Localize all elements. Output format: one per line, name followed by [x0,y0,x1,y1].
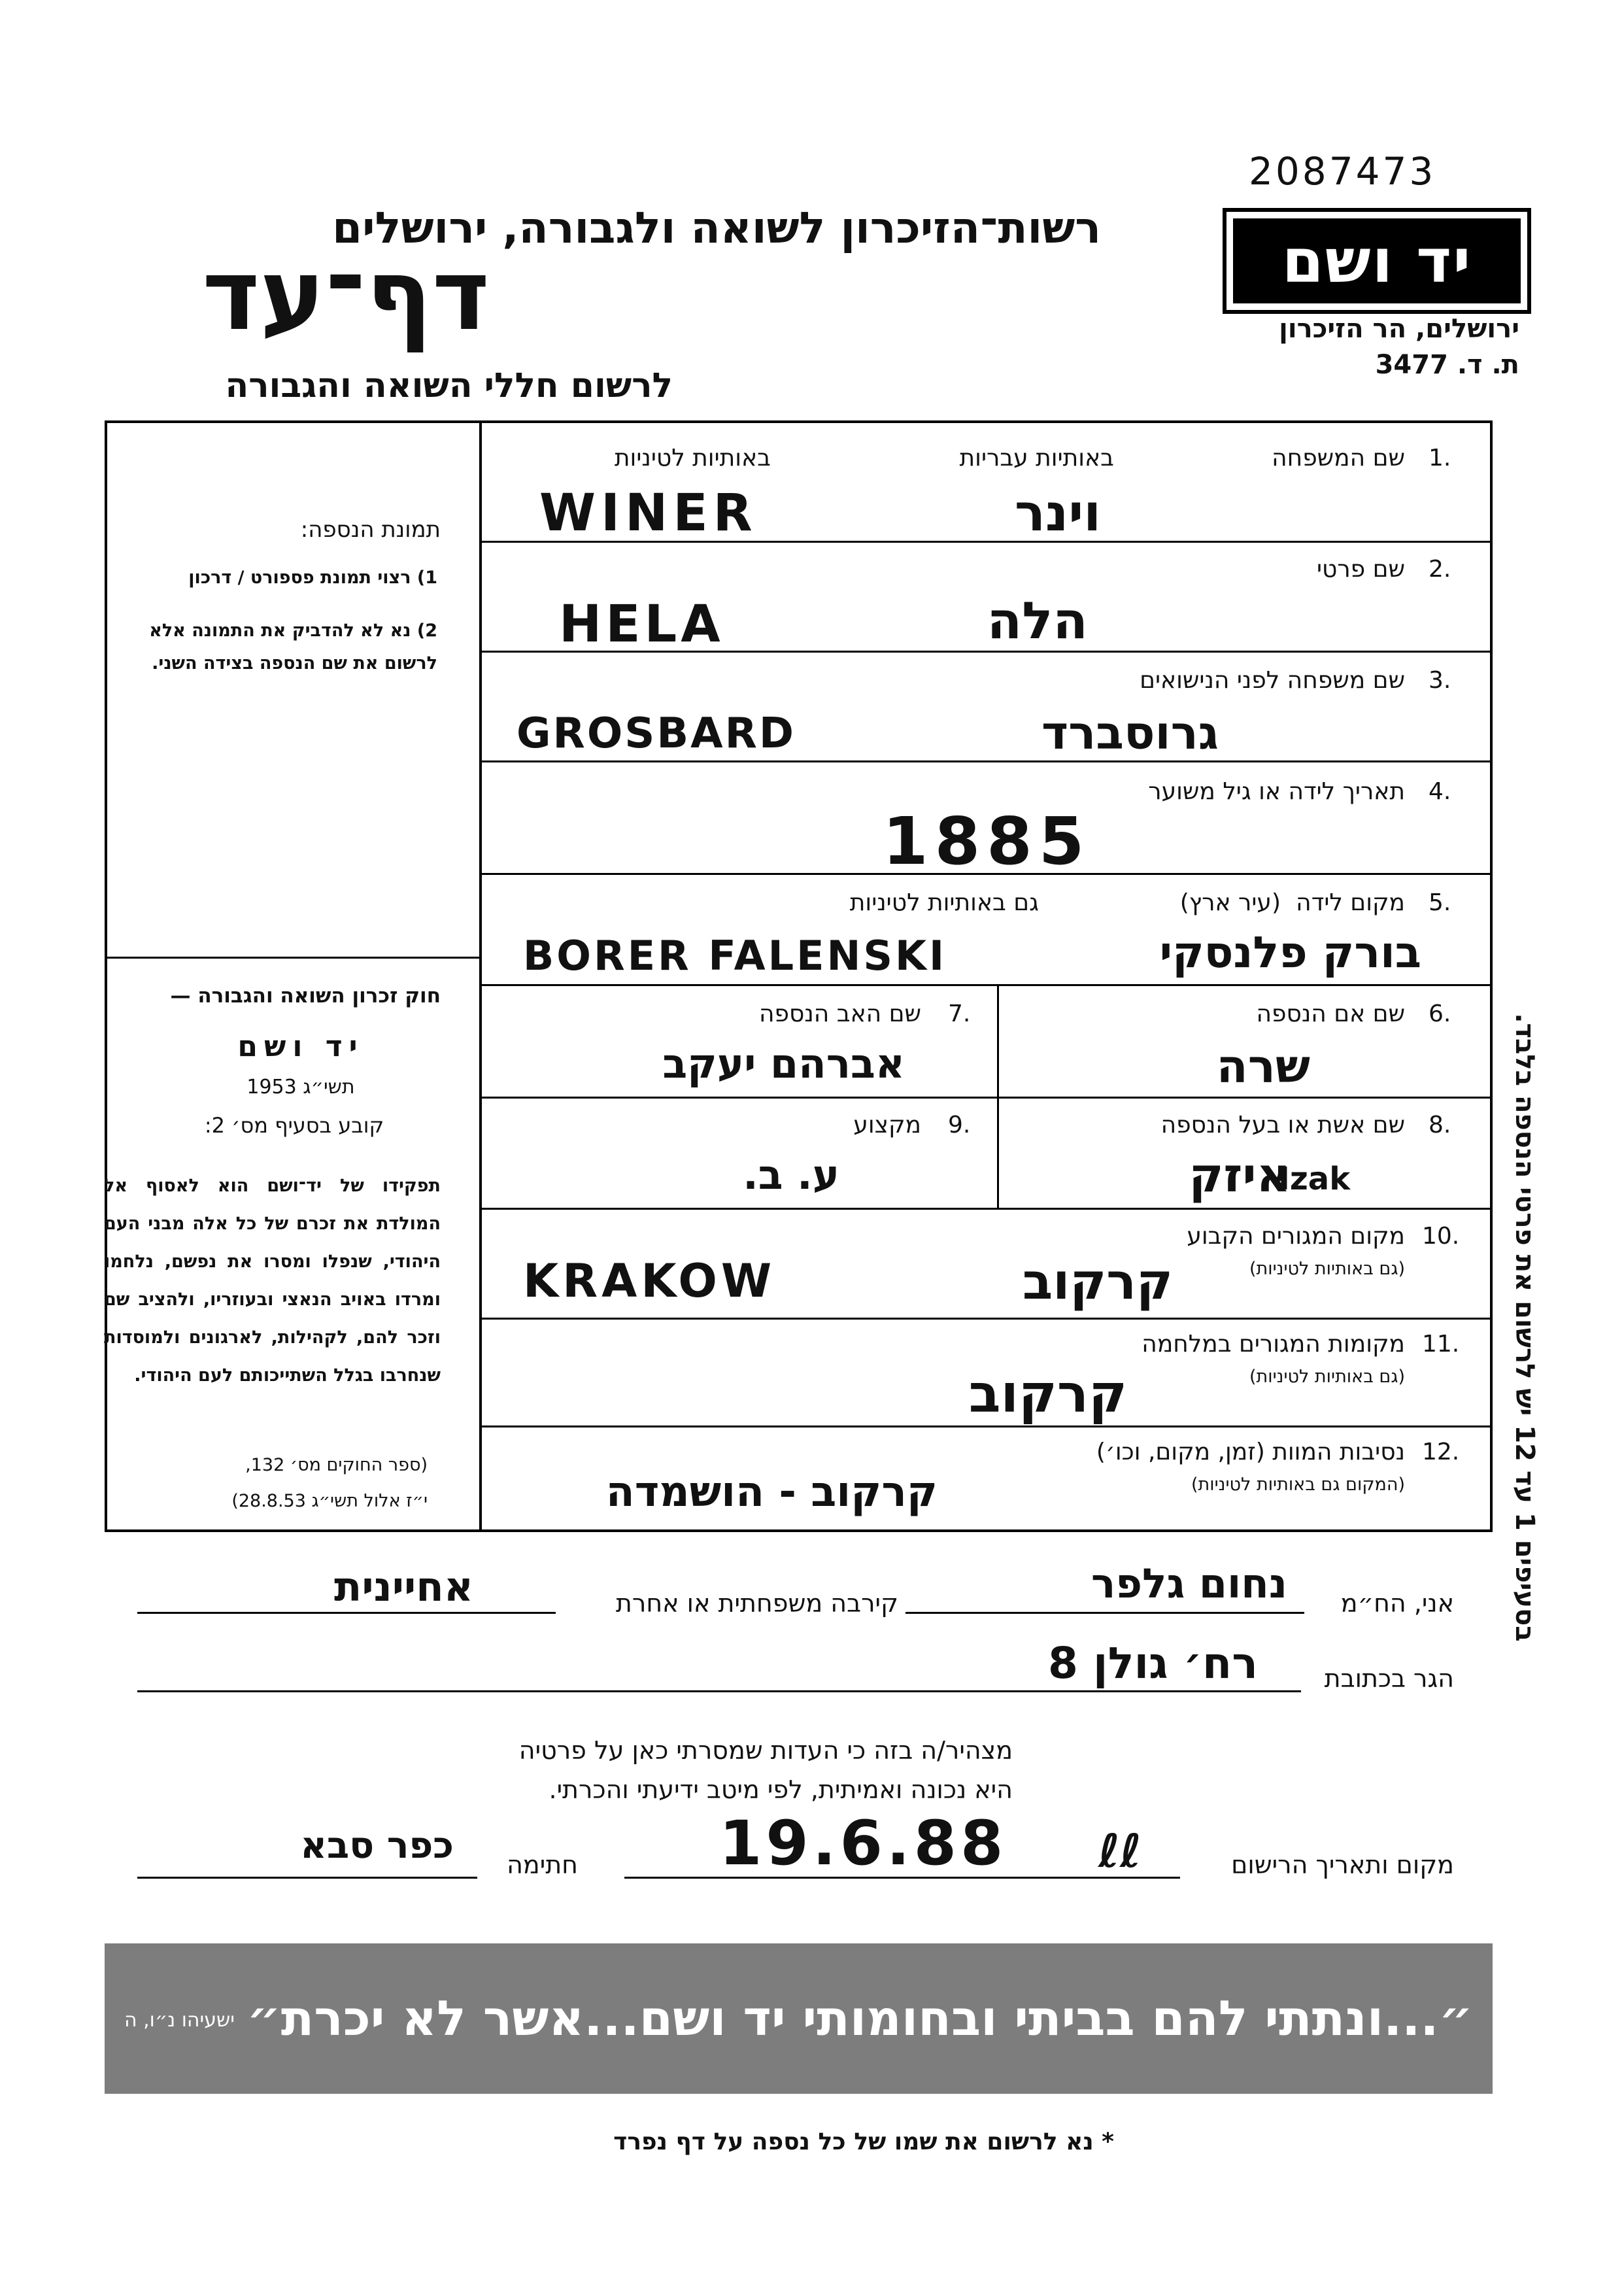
field-3-label: שם משפחה לפני הנישואים [1140,667,1405,694]
field-1-value-hebrew[interactable]: וינר [1014,484,1101,543]
field-12-value[interactable]: קרקוב - הושמדה [605,1468,938,1516]
field-4-label: תאריך לידה או גיל משוער [1148,778,1405,805]
field-8-label: שם אשת או בעל הנספה [1160,1112,1405,1138]
law-source-2: י״ז אלול תשי״ג 28.8.53) [231,1491,428,1511]
declaration-relation-label: קירבה משפחתית או אחרת [615,1589,898,1618]
photo-box-title: תמונת הנספה: [300,517,441,543]
field-6-label: שם אם הנספה [1256,1000,1405,1027]
field-10-value-latin[interactable]: KRAKOW [523,1254,776,1308]
field-9-label: מקצוע [853,1112,921,1138]
field-5-label-also: גם באותיות לטיניות [849,889,1039,916]
field-1-value-latin[interactable]: WINER [539,484,758,543]
field-11-number: 11. [1422,1331,1460,1357]
logo-inner [1233,218,1521,303]
signature-label: חתימה [507,1851,578,1879]
law-clause: קובע בסעיף מס׳ 2: [204,1113,384,1138]
law-name: יד ושם [237,1030,364,1063]
field-9-number: 9. [948,1112,971,1138]
yad-vashem-logo [1223,208,1531,314]
place-date-value[interactable]: 19.6.88 [719,1808,1007,1879]
field-7-value[interactable]: אברהם יעקב [662,1040,905,1087]
field-10-number: 10. [1422,1223,1460,1250]
field-8-value-hebrew[interactable]: איזק [1189,1148,1291,1203]
field-5-label: מקום לידה [1296,889,1405,916]
law-source-1: (ספר החוקים מס׳ 132, [245,1455,428,1475]
declaration-statement-2: היא נכונה ואמיתית, לפי מיטב ידיעתי והכרתי. [549,1775,1013,1804]
initials-mark: ℓℓ [1098,1824,1142,1878]
field-12-label: נסיבות המוות (זמן, מקום, וכו׳) [1096,1439,1405,1465]
field-4-number: 4. [1429,778,1451,805]
field-2-label: שם פרטי [1316,556,1405,583]
law-heading: חוק זכרון השואה והגבורה — [170,984,441,1008]
form-subtitle: לרשום חללי השואה והגבורה [225,366,673,405]
field-1-number: 1. [1429,445,1451,471]
field-12-number: 12. [1422,1439,1460,1465]
photo-box-item-2: 2) נא לא להדביק את התמונה אלא לרשום את שם הנספה בצידה השני. [149,621,437,674]
quote-banner [105,1943,1493,2094]
field-2-number: 2. [1429,556,1451,583]
place-date-label: מקום ותאריך הרישום [1231,1851,1454,1879]
address-line-1: ירושלים, הר הזיכרון [1279,314,1519,344]
field-11-label: מקומות המגורים במלחמה [1142,1331,1405,1357]
field-4-value[interactable]: 1885 [883,803,1091,879]
declaration-address-value[interactable]: רח׳ גולן 8 [1048,1638,1258,1688]
declaration-relation-value[interactable]: אחיינית [334,1563,473,1611]
field-12-sublabel: (המקום גם באותיות לטיניות) [1191,1475,1405,1495]
signature-value[interactable]: כפר סבא [300,1824,454,1867]
declaration-i-value[interactable]: נחום גלפר [1091,1560,1287,1607]
field-3-number: 3. [1429,667,1451,694]
field-11-value[interactable]: קרקוב [968,1363,1127,1424]
field-8-number: 8. [1429,1112,1451,1138]
field-9-value[interactable]: ע. ב. [743,1151,839,1199]
field-1-label: שם המשפחה [1272,445,1405,471]
institution-title: רשות־הזיכרון לשואה ולגבורה, ירושלים [332,203,1101,253]
field-3-value-hebrew[interactable]: גרוסברד [1041,706,1219,760]
record-number: 2087473 [1249,149,1436,194]
side-note: בסעיפים 1 עד 12 יש לרשום את פרטי הנספה בלבד. [1510,1013,1540,1642]
declaration-address-label: הגר בכתובת [1324,1664,1454,1693]
field-5-value-hebrew[interactable]: בורק פלנסקי [1159,927,1421,978]
field-6-number: 6. [1429,1000,1451,1027]
field-5-label-paren: (עיר ארץ) [1179,889,1281,916]
field-8-value-latin[interactable]: Izak [1278,1161,1351,1197]
field-5-number: 5. [1429,889,1451,916]
field-5-value-latin[interactable]: BORER FALENSKI [523,932,947,980]
field-10-sublabel: (גם באותיות לטיניות) [1249,1259,1405,1279]
banner-source: ישעיהו נ״ו, ה [124,2009,235,2032]
footer-note: * נא לרשום את שמו של כל נספה על דף נפרד [613,2128,1114,2155]
field-2-value-latin[interactable]: HELA [559,595,724,654]
field-2-value-hebrew[interactable]: הלה [987,592,1088,651]
photo-box-item-1: 1) רצוי תמונת פספורט / דרכון [188,568,437,588]
law-text: תפקידו של יד־ושם הוא לאסוף אל המולדת את זכרם של כל אלה מבני העם היהודי, שנפלו ומסרו את נפשם, נלחמו ומרדו באויב הנאצי ובעוזריו, ולהציב שם וזכר להם, לקהילות, לארגונים ולמוסדות שנחרבו בגלל השתייכותם לעם היהודי. [104,1176,441,1386]
field-6-value[interactable]: שרה [1216,1040,1310,1093]
declaration-i-label: אני, הח״מ [1340,1589,1454,1618]
form-title: דף־עד [202,239,490,352]
banner-text: ״...ונתתי להם בביתי ובחומותי יד ושם...אשר לא יכרת״ [246,1990,1473,2047]
field-3-value-latin[interactable]: GROSBARD [516,709,796,758]
field-10-label: מקום המגורים הקבוע [1187,1223,1405,1250]
field-7-number: 7. [948,1000,971,1027]
address-line-2: ת. ד. 3477 [1375,350,1519,380]
field-11-sublabel: (גם באותיות לטיניות) [1249,1367,1405,1387]
field-1-col-latin: באותיות לטיניות [614,445,771,471]
declaration-statement-1: מצהיר/ה בזה כי העדות שמסרתי כאן על פרטיה [518,1736,1013,1765]
field-7-label: שם האב הנספה [759,1000,921,1027]
logo-text: יד ושם [1281,226,1472,296]
field-10-value-hebrew[interactable]: קרקוב [1022,1252,1173,1310]
law-year: תשי״ג 1953 [246,1076,355,1099]
field-1-col-hebrew: באותיות עבריות [959,445,1114,471]
